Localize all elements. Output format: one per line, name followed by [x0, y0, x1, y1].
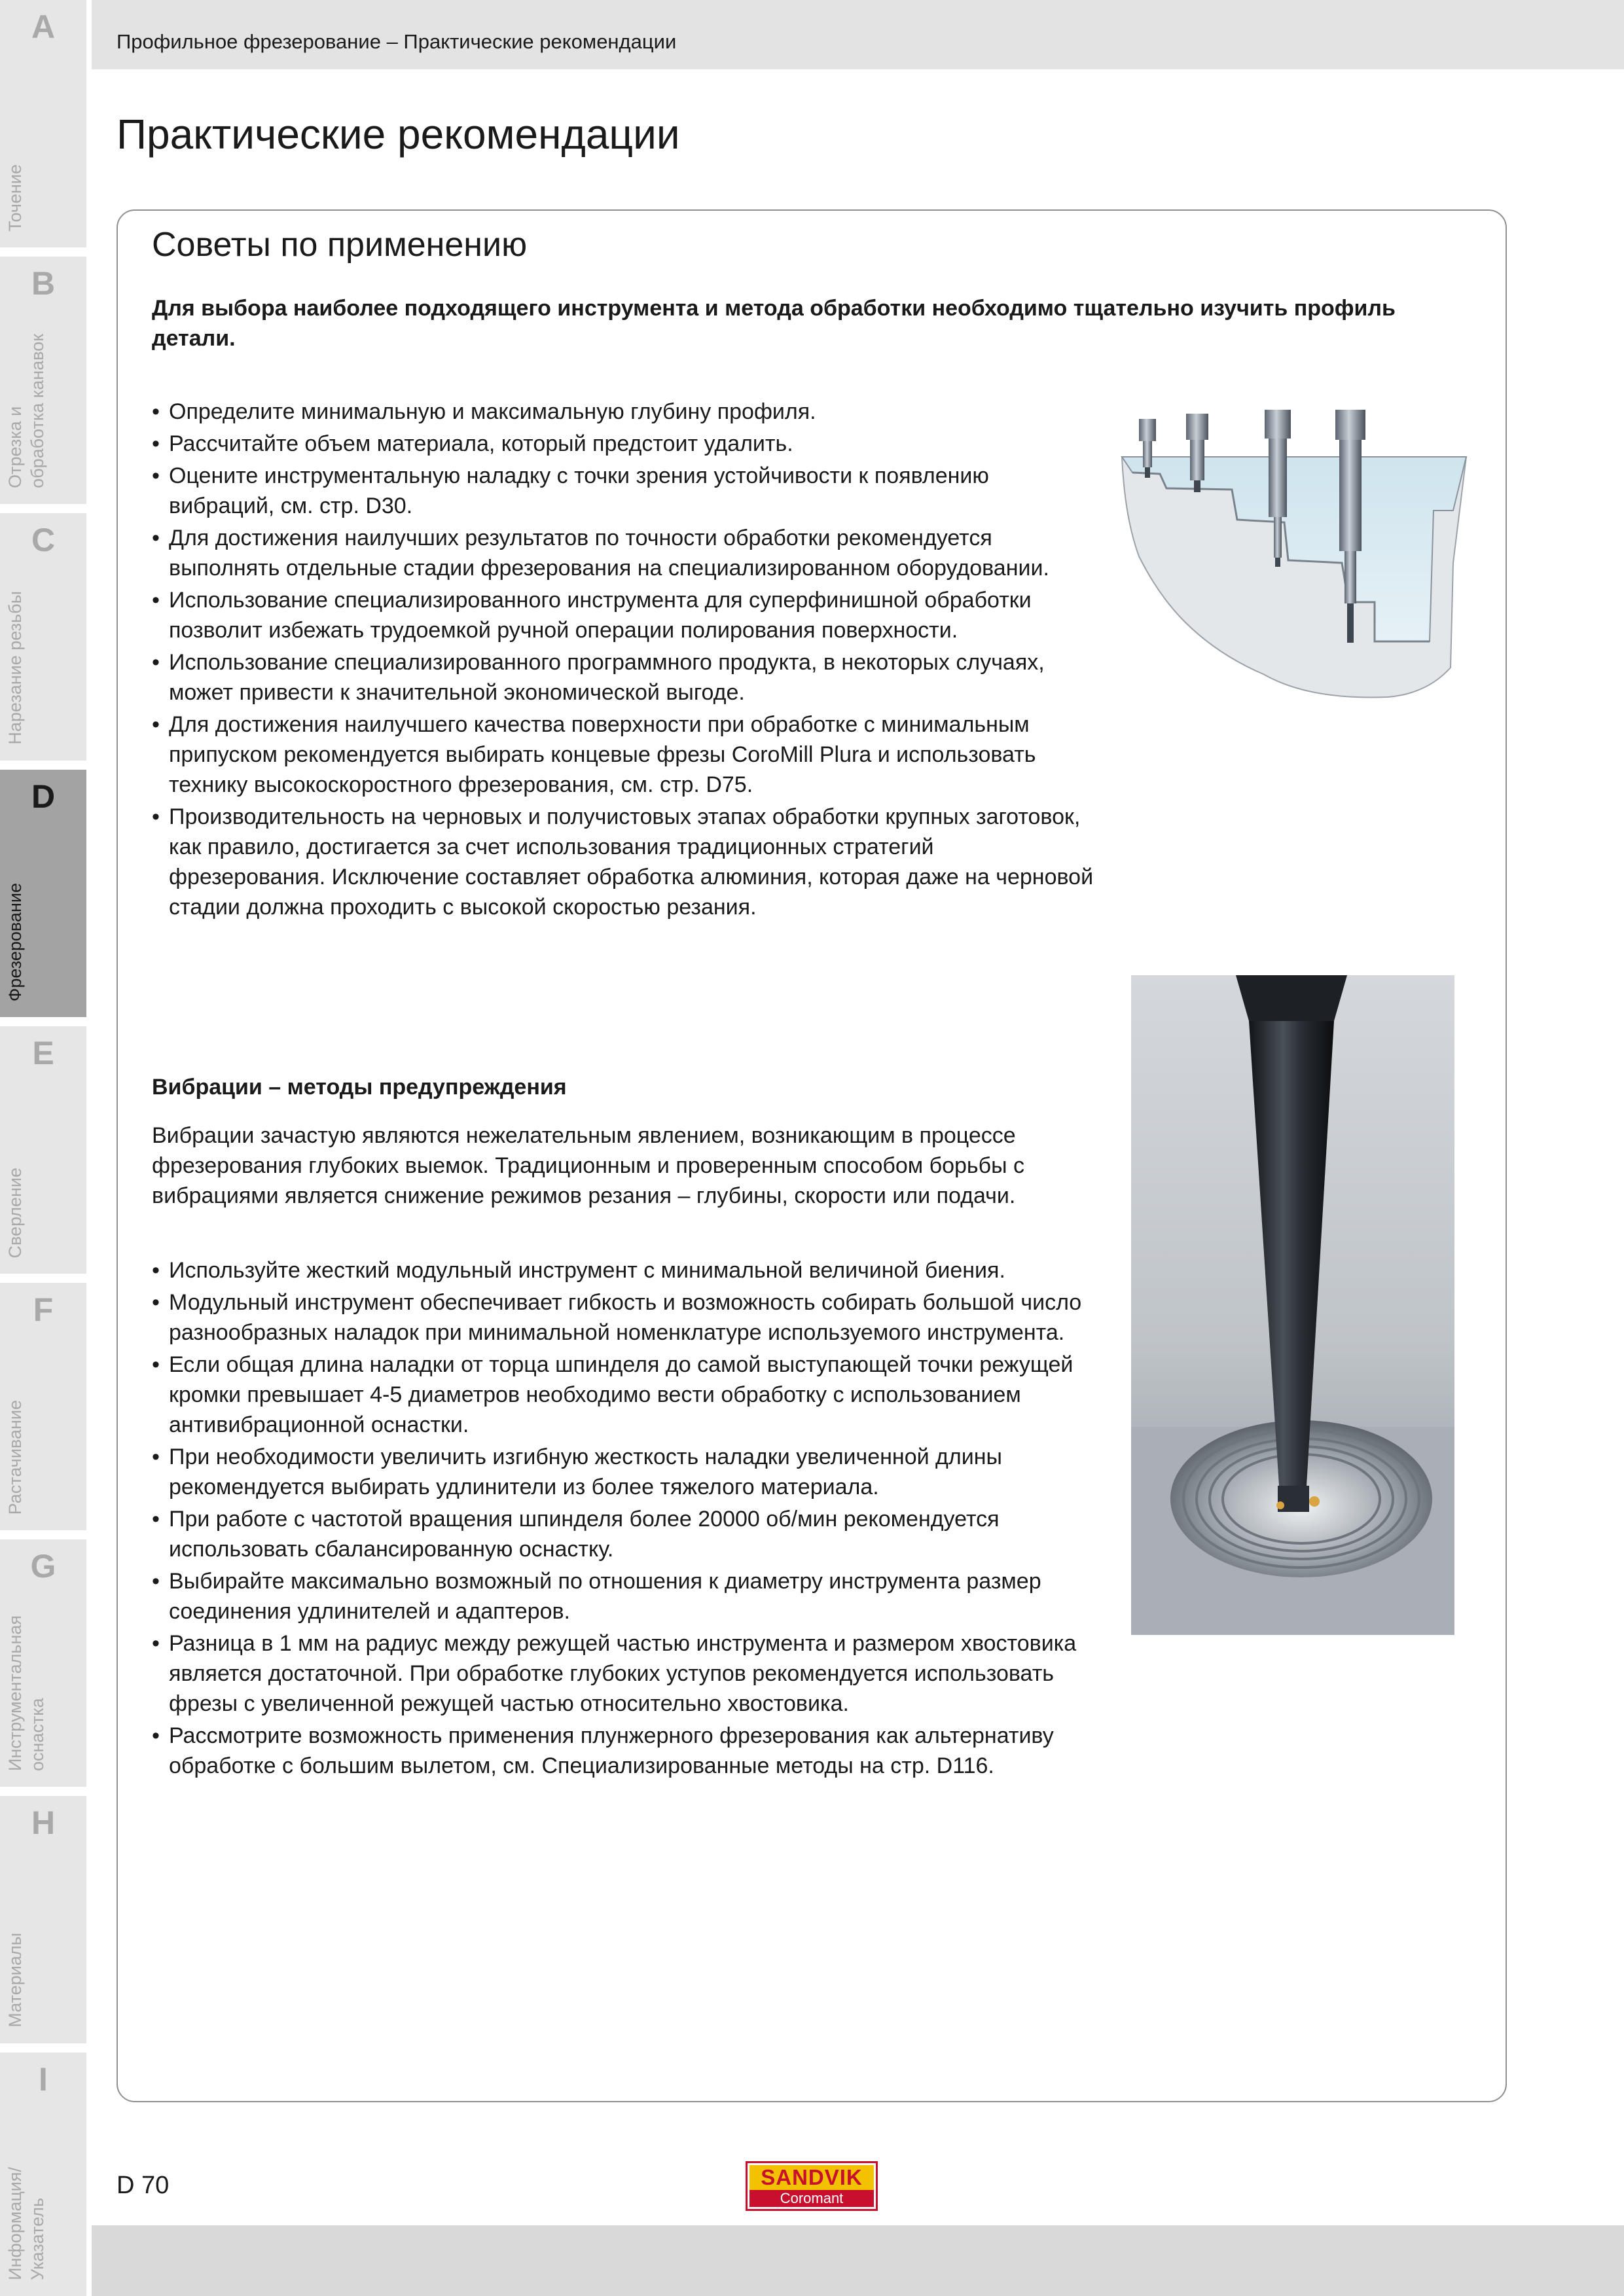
tab-label: Растачивание	[5, 1399, 25, 1515]
list-item: • Определите минимальную и максимальную глубину профиля.	[152, 397, 1094, 427]
tab-letter: G	[30, 1548, 56, 1585]
tab-f[interactable]	[0, 1283, 86, 1530]
tab-label: Инструментальная оснастка	[5, 1615, 47, 1771]
logo-top-text: SANDVIK	[749, 2165, 874, 2190]
tab-label: Отрезка и обработка канавок	[5, 334, 47, 488]
tab-i[interactable]	[0, 2053, 86, 2296]
tab-e[interactable]	[0, 1026, 86, 1274]
list-item: • Рассмотрите возможность применения плунжерного фрезерования как альтернативу обработке с большим вылетом, см. Специализированные методы на стр. D116.	[152, 1721, 1094, 1781]
profile-tools-illustration	[1113, 406, 1473, 700]
tab-label: Материалы	[5, 1933, 25, 2028]
tab-letter: B	[31, 265, 56, 302]
deep-pocket-milling-photo	[1131, 975, 1454, 1635]
tab-letter: E	[32, 1035, 54, 1071]
list-item: • Для достижения наилучшего качества поверхности при обработке с минимальным припуском рекомендуется выбирать концевые фрезы CoroMill Plura и использовать технику высокоскоростного фрезерования, см. стр. D75.	[152, 709, 1094, 800]
tab-label: Точение	[5, 164, 25, 232]
vibration-intro: Вибрации зачастую являются нежелательным явлением, возникающим в процессе фрезерования глубоких выемок. Традиционным и проверенным способом борьбы с вибрациями является снижение режимов резания – глубины, скорости или подачи.	[152, 1123, 1024, 1208]
tab-letter: D	[31, 778, 56, 815]
tab-letter: H	[31, 1804, 56, 1841]
tab-a[interactable]	[0, 0, 86, 247]
footer-band	[92, 2225, 1624, 2296]
tab-label: Фрезерование	[5, 882, 25, 1001]
list-item: • Использование специализированного инструмента для суперфинишной обработки позволит избежать трудоемкой ручной операции полирования поверхности.	[152, 585, 1094, 645]
tab-letter: F	[33, 1291, 54, 1328]
list-item: • Производительность на черновых и получистовых этапах обработки крупных заготовок, как правило, достигается за счет использования традиционных стратегий фрезерования. Исключение составляет обработка алюминия, которая даже на черновой стадии должна проходить с высокой скоростью резания.	[152, 802, 1094, 922]
header-band	[92, 0, 1624, 69]
list-item: • Оцените инструментальную наладку с точки зрения устойчивости к появлению вибраций, см. стр. D30.	[152, 461, 1094, 521]
tab-letter: C	[31, 522, 56, 558]
list-item: • Рассчитайте объем материала, который предстоит удалить.	[152, 429, 1094, 459]
tab-b[interactable]	[0, 257, 86, 504]
tab-label: Сверление	[5, 1167, 25, 1258]
box-title: Советы по применению	[152, 226, 528, 264]
logo-bottom-text: Coromant	[749, 2190, 874, 2207]
lead-text: Для выбора наиболее подходящего инструмента и метода обработки необходимо тщательно изучить профиль детали.	[152, 296, 1396, 351]
list-item: • Для достижения наилучших результатов по точности обработки рекомендуется выполнять отдельные стадии фрезерования на специализированном оборудовании.	[152, 523, 1094, 583]
page-title: Практические рекомендации	[117, 111, 680, 158]
tab-letter: I	[39, 2061, 48, 2098]
list-item: • Разница в 1 мм на радиус между режущей частью инструмента и размером хвостовика является достаточной. При обработке глубоких уступов рекомендуется использовать фрезы с увеличенной режущей частью относительно хвостовика.	[152, 1628, 1094, 1719]
page-number: D 70	[117, 2172, 170, 2199]
tab-label: Информация/ Указатель	[5, 2167, 47, 2280]
tab-label: Нарезание резьбы	[5, 591, 25, 745]
list-item: • Используйте жесткий модульный инструмент с минимальной величиной биения.	[152, 1255, 1094, 1285]
vibration-heading: Вибрации – методы предупреждения	[152, 1075, 567, 1100]
tab-c[interactable]	[0, 513, 86, 761]
tips-list	[152, 397, 1094, 924]
breadcrumb: Профильное фрезерование – Практические рекомендации	[117, 30, 677, 53]
list-item: • Модульный инструмент обеспечивает гибкость и возможность собирать большой число разнообразных наладок при минимальной номенклатуре используемого инструмента.	[152, 1287, 1094, 1348]
sandvik-coromant-logo	[746, 2161, 878, 2211]
list-item: • При работе с частотой вращения шпинделя более 20000 об/мин рекомендуется использовать сбалансированную оснастку.	[152, 1504, 1094, 1564]
list-item: • Выбирайте максимально возможный по отношения к диаметру инструмента размер соединения удлинителей и адаптеров.	[152, 1566, 1094, 1626]
tab-d[interactable]	[0, 770, 86, 1017]
section-tabs	[0, 0, 86, 2296]
tab-h[interactable]	[0, 1796, 86, 2043]
tab-g[interactable]	[0, 1539, 86, 1787]
tab-letter: A	[31, 9, 56, 45]
vibration-tips-list	[152, 1255, 1094, 1783]
list-item: • Если общая длина наладки от торца шпинделя до самой выступающей точки режущей кромки превышает 4-5 диаметров необходимо вести обработку с использованием антивибрационной оснастки.	[152, 1350, 1094, 1440]
list-item: • Использование специализированного программного продукта, в некоторых случаях, может привести к значительной экономической выгоде.	[152, 647, 1094, 708]
list-item: • При необходимости увеличить изгибную жесткость наладки увеличенной длины рекомендуется выбирать удлинители из более тяжелого материала.	[152, 1442, 1094, 1502]
